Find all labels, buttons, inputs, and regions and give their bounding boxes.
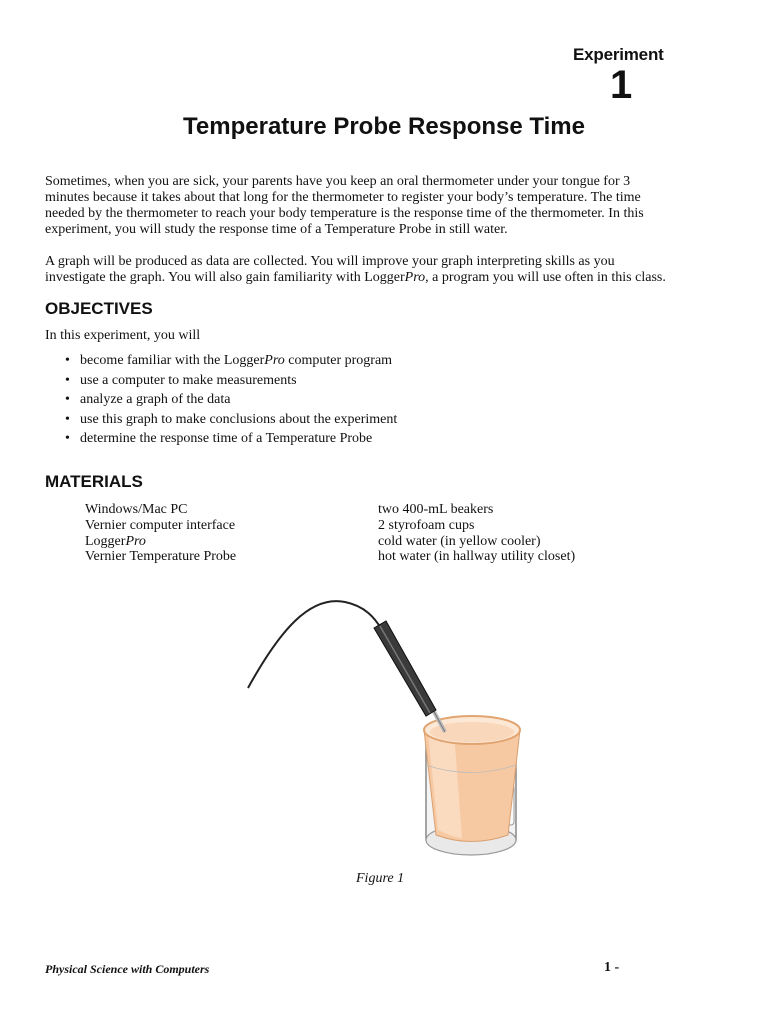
objective-text: use this graph to make conclusions about the experiment [80,411,398,427]
material-item: two 400-mL beakers [378,502,494,517]
figure-caption: Figure 1 [356,871,405,886]
intro-p1-line: experiment, you will study the response time of a Temperature Probe in still water. [45,222,508,237]
objectives-list [45,353,397,451]
material-italic: Pro [125,533,146,549]
intro-p1-line: needed by the thermometer to reach your body temperature is the response time of the thermometer. In this [45,206,644,221]
objective-item [45,353,397,373]
objectives-intro: In this experiment, you will [45,328,201,343]
probe-cable [248,601,382,688]
materials-heading: MATERIALS [45,472,143,491]
objective-text: become familiar with the Logger [80,353,265,368]
objective-item [45,392,397,412]
material-item: Vernier Temperature Probe [85,549,237,565]
material-item: 2 styrofoam cups [378,517,475,533]
temperature-probe-icon [374,621,445,732]
objectives-heading: OBJECTIVES [45,299,153,318]
intro-paragraph-2 [45,254,730,286]
material-item: Windows/Mac PC [85,502,188,517]
figure-probe-in-cup [240,590,540,870]
material-item: Vernier computer interface [85,517,236,533]
footer-page-number: 1 -   [604,960,634,975]
intro-p2-text-end: , a program you will use often in this class. [425,270,666,285]
experiment-label: Experiment [573,45,664,64]
footer-book-title: Physical Science with Computers [45,962,210,976]
intro-p1-line: Sometimes, when you are sick, your parents have you keep an oral thermometer under your tongue for 3 [45,174,631,189]
intro-paragraph-1 [45,174,730,238]
experiment-number: 1 [610,63,633,107]
objective-text: analyze a graph of the data [80,392,231,407]
material-item: cold water (in yellow cooler) [378,533,541,549]
material-item [85,534,236,550]
objective-item [45,373,397,393]
objective-text: use a computer to make measurements [80,372,297,388]
materials-right-column [378,502,575,565]
material-item: hot water (in hallway utility closet) [378,549,576,565]
intro-p2-line: A graph will be produced as data are collected. You will improve your graph interpreting skills as you [45,254,615,269]
objective-text-end: computer program [284,353,393,368]
objective-item [45,431,397,451]
intro-p2-italic: Pro [404,270,426,285]
styrofoam-cup-icon [424,716,520,842]
materials-left-column [85,502,236,565]
intro-p2-text: investigate the graph. You will also gain familiarity with Logger [45,270,405,285]
material-text: Logger [85,533,126,549]
objective-text: determine the response time of a Temperature Probe [80,431,373,446]
intro-p2-line [45,270,730,286]
page-title: Temperature Probe Response Time [183,113,585,140]
objective-italic: Pro [264,353,285,368]
intro-p1-line: minutes because it takes about that long for the thermometer to register your body’s temperature. The time [45,190,641,205]
objective-item [45,412,397,432]
